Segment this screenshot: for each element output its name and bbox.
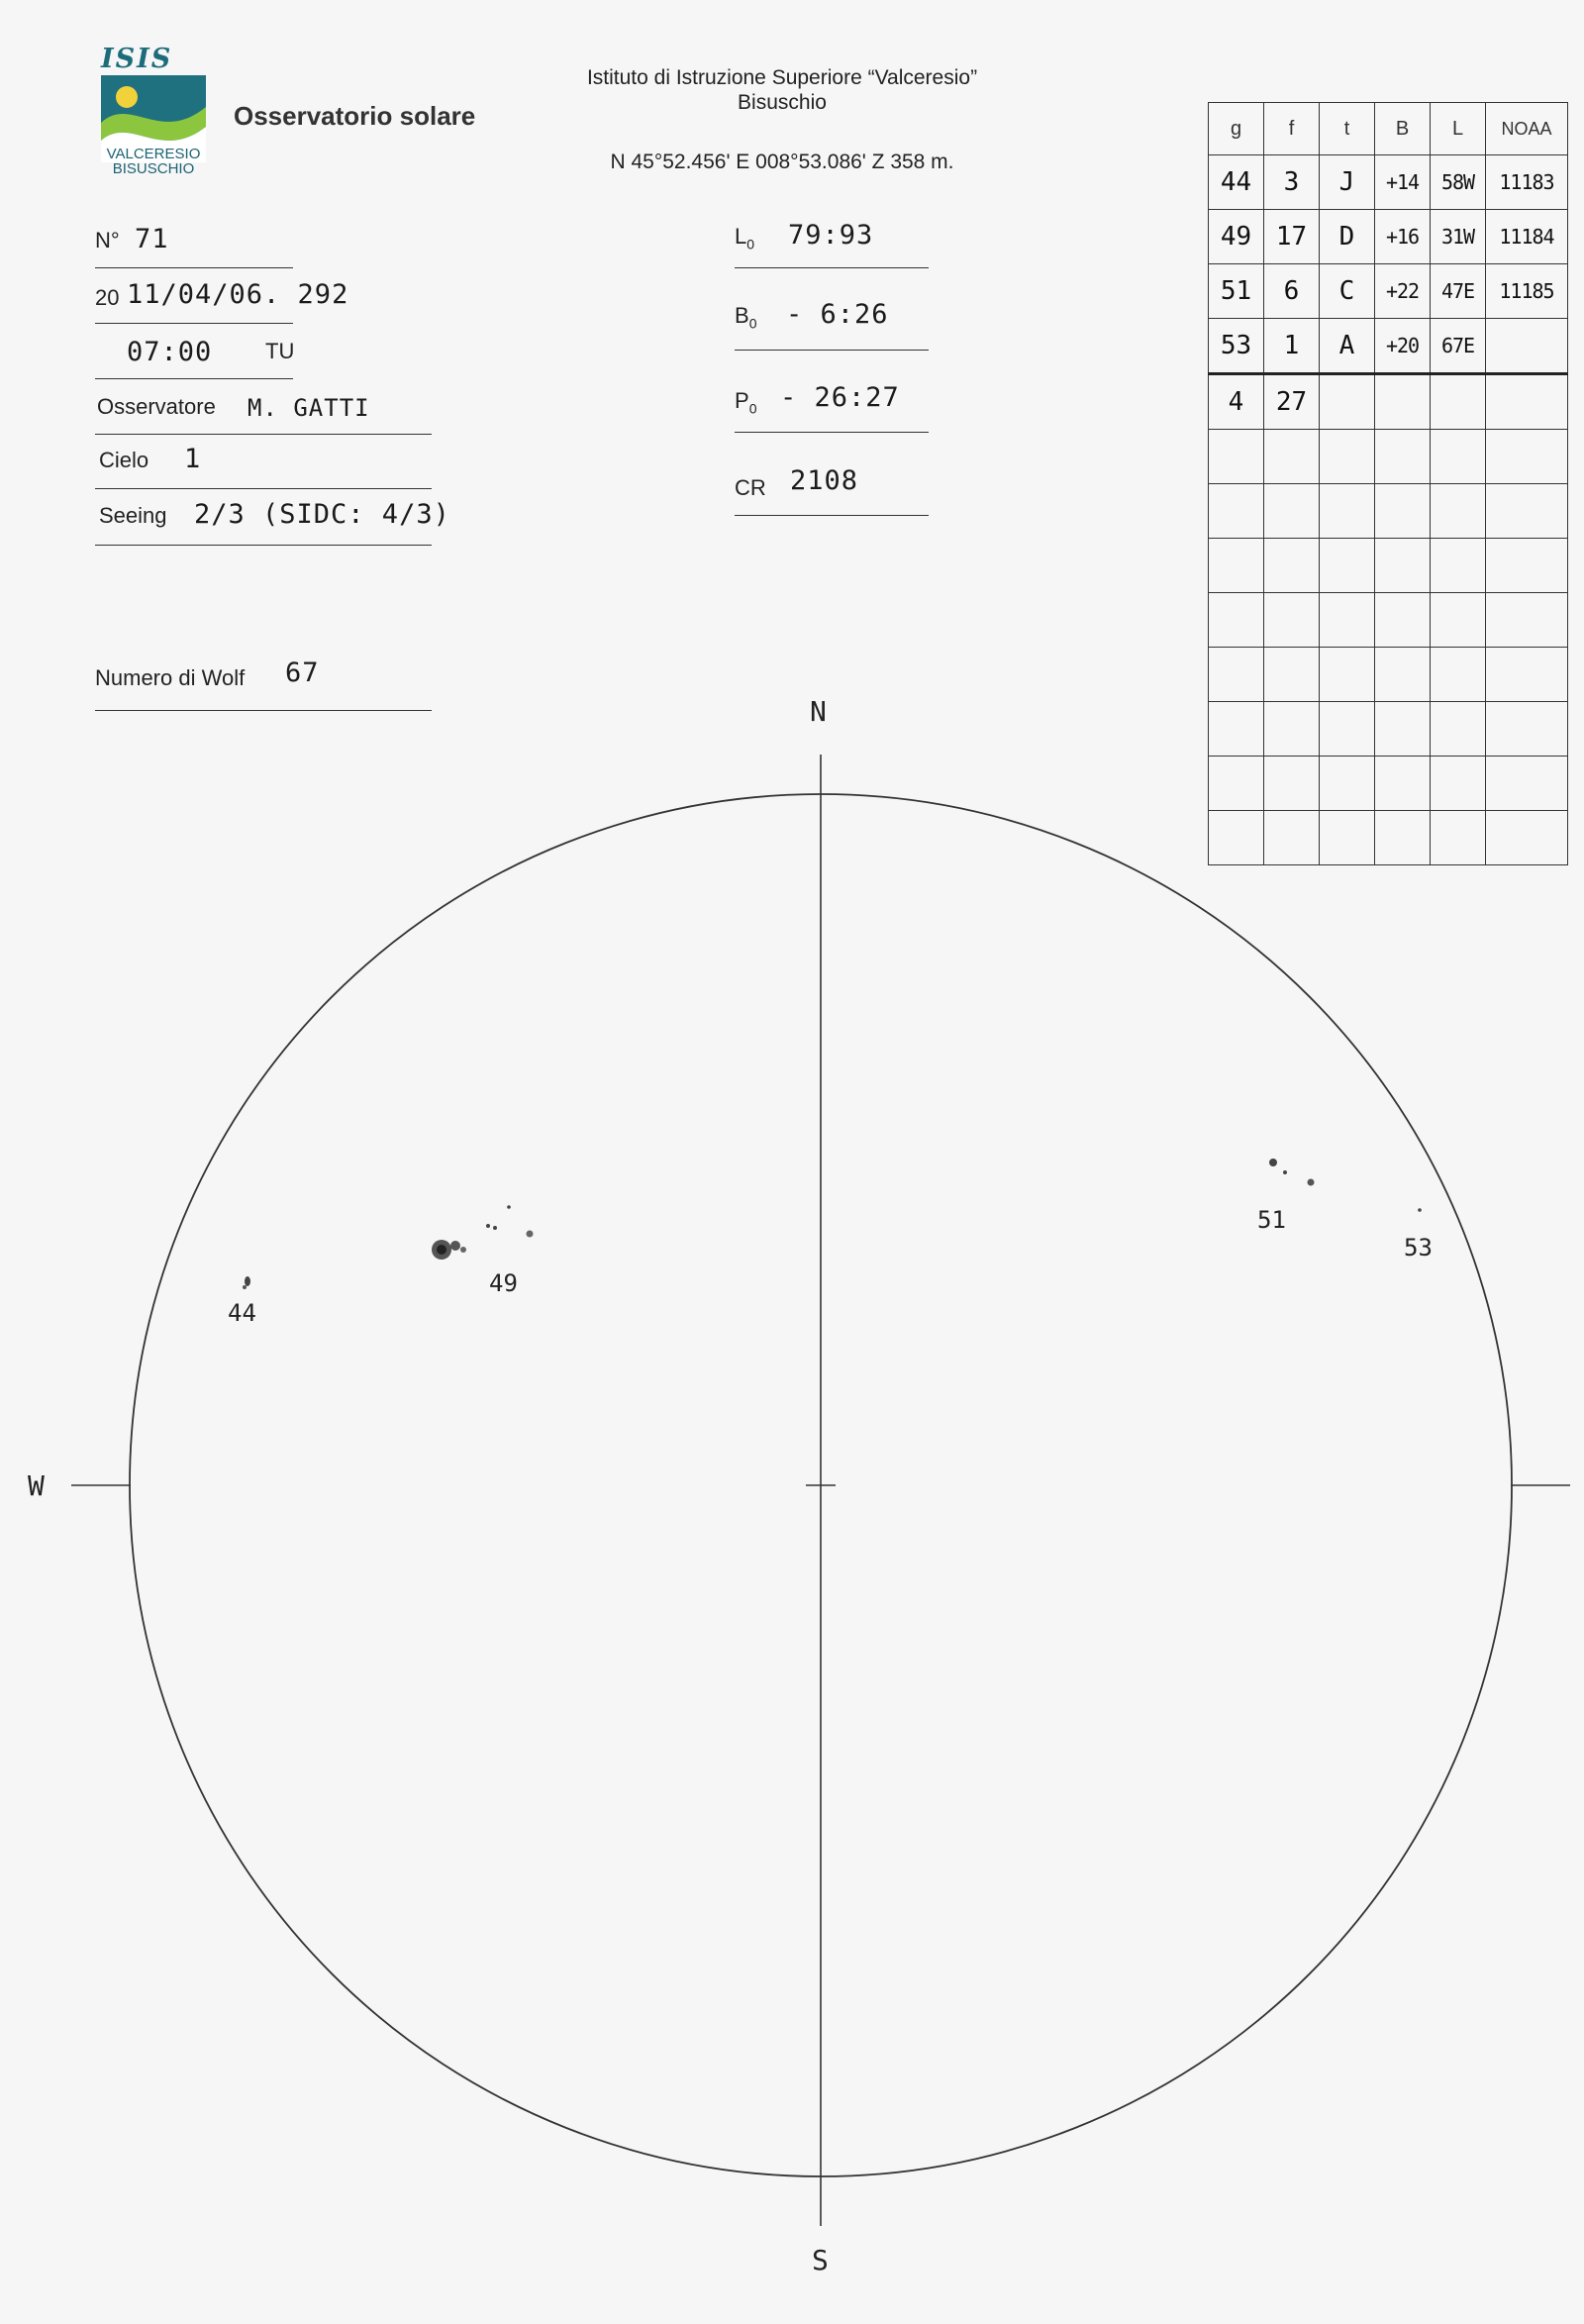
- logo-subtitle-2: BISUSCHIO: [112, 160, 195, 177]
- group-label-51: 51: [1257, 1206, 1286, 1234]
- cell-t: A: [1320, 319, 1375, 374]
- sunspot-umbra: [437, 1245, 446, 1255]
- cell-b: +16: [1375, 210, 1431, 264]
- observer-label: Osservatore: [97, 394, 216, 419]
- cell-f: 6: [1264, 264, 1320, 319]
- cell-noaa: 11185: [1486, 264, 1568, 319]
- total-g: 4: [1209, 374, 1264, 430]
- sunspot: [507, 1205, 511, 1209]
- institute-name: Istituto di Istruzione Superiore “Valceresio”: [586, 66, 978, 89]
- number-label: N°: [95, 228, 120, 253]
- cell-g: 53: [1209, 319, 1264, 374]
- cell-g: 44: [1209, 155, 1264, 210]
- b0-label: $B_0$: [735, 303, 757, 332]
- wolf-value: 67: [285, 657, 320, 688]
- sunspot: [1269, 1159, 1277, 1166]
- time-value: 07:00: [127, 337, 213, 367]
- sky-label: Cielo: [99, 448, 149, 472]
- header-f: f: [1264, 103, 1320, 155]
- header-g: g: [1209, 103, 1264, 155]
- sunspot: [243, 1285, 247, 1289]
- date-prefix: 20: [95, 285, 120, 310]
- seeing-value: 2/3 (SIDC: 4/3): [194, 499, 450, 530]
- b0-value: - 6:26: [786, 299, 889, 330]
- institute-town: Bisuschio: [738, 91, 827, 114]
- cell-l: 31W: [1431, 210, 1486, 264]
- cell-l: 47E: [1431, 264, 1486, 319]
- cell-noaa: 11184: [1486, 210, 1568, 264]
- cell-t: C: [1320, 264, 1375, 319]
- observer-value: M. GATTI: [248, 394, 370, 422]
- p0-value: - 26:27: [780, 382, 900, 413]
- cell-b: +22: [1375, 264, 1431, 319]
- l0-value: 79:93: [788, 220, 874, 251]
- sunspot: [460, 1247, 466, 1253]
- total-f: 27: [1264, 374, 1320, 430]
- sunspot-group-53: [1418, 1208, 1422, 1212]
- p0-label: $P_0$: [735, 388, 757, 417]
- south-label: S: [812, 2244, 829, 2276]
- cell-t: D: [1320, 210, 1375, 264]
- logo-subtitle-1: VALCERESIO: [106, 146, 201, 162]
- date-value: 11/04/06. 292: [127, 279, 349, 310]
- l0-label: $L_0$: [735, 224, 755, 253]
- group-label-53: 53: [1404, 1234, 1433, 1262]
- sunspot: [486, 1224, 490, 1228]
- seeing-label: Seeing: [99, 503, 167, 528]
- sunspot: [1308, 1179, 1315, 1186]
- cr-label: CR: [735, 475, 766, 500]
- west-label: W: [28, 1469, 45, 1502]
- north-label: N: [810, 695, 827, 728]
- sunspot: [450, 1241, 460, 1251]
- sunspot: [245, 1276, 250, 1286]
- logo-wordmark: ISIS: [101, 44, 173, 74]
- header-b: B: [1375, 103, 1431, 155]
- sunspot: [493, 1226, 497, 1230]
- cell-b: +20: [1375, 319, 1431, 374]
- cell-f: 17: [1264, 210, 1320, 264]
- group-label-49: 49: [489, 1269, 518, 1297]
- cell-f: 1: [1264, 319, 1320, 374]
- cell-t: J: [1320, 155, 1375, 210]
- time-unit: TU: [265, 339, 295, 363]
- cell-l: 58W: [1431, 155, 1486, 210]
- cell-b: +14: [1375, 155, 1431, 210]
- sunspot: [1283, 1170, 1287, 1174]
- sunspot: [1418, 1208, 1422, 1212]
- number-value: 71: [135, 224, 169, 254]
- cell-l: 67E: [1431, 319, 1486, 374]
- sunspot-group-44: [243, 1276, 250, 1289]
- wolf-label: Numero di Wolf: [95, 665, 246, 690]
- observatory-title: Osservatorio solare: [234, 101, 476, 131]
- cell-f: 3: [1264, 155, 1320, 210]
- sunspot: [527, 1231, 534, 1238]
- header-l: L: [1431, 103, 1486, 155]
- sunspot-group-51: [1269, 1159, 1315, 1186]
- header-noaa: NOAA: [1486, 103, 1568, 155]
- group-label-44: 44: [228, 1299, 256, 1327]
- sky-value: 1: [184, 444, 202, 474]
- cell-g: 51: [1209, 264, 1264, 319]
- site-coordinates: N 45°52.456' E 008°53.086' Z 358 m.: [610, 151, 954, 173]
- sunspot-group-49: [432, 1205, 534, 1260]
- cell-g: 49: [1209, 210, 1264, 264]
- cell-noaa: 11183: [1486, 155, 1568, 210]
- header-t: t: [1320, 103, 1375, 155]
- cr-value: 2108: [790, 465, 859, 496]
